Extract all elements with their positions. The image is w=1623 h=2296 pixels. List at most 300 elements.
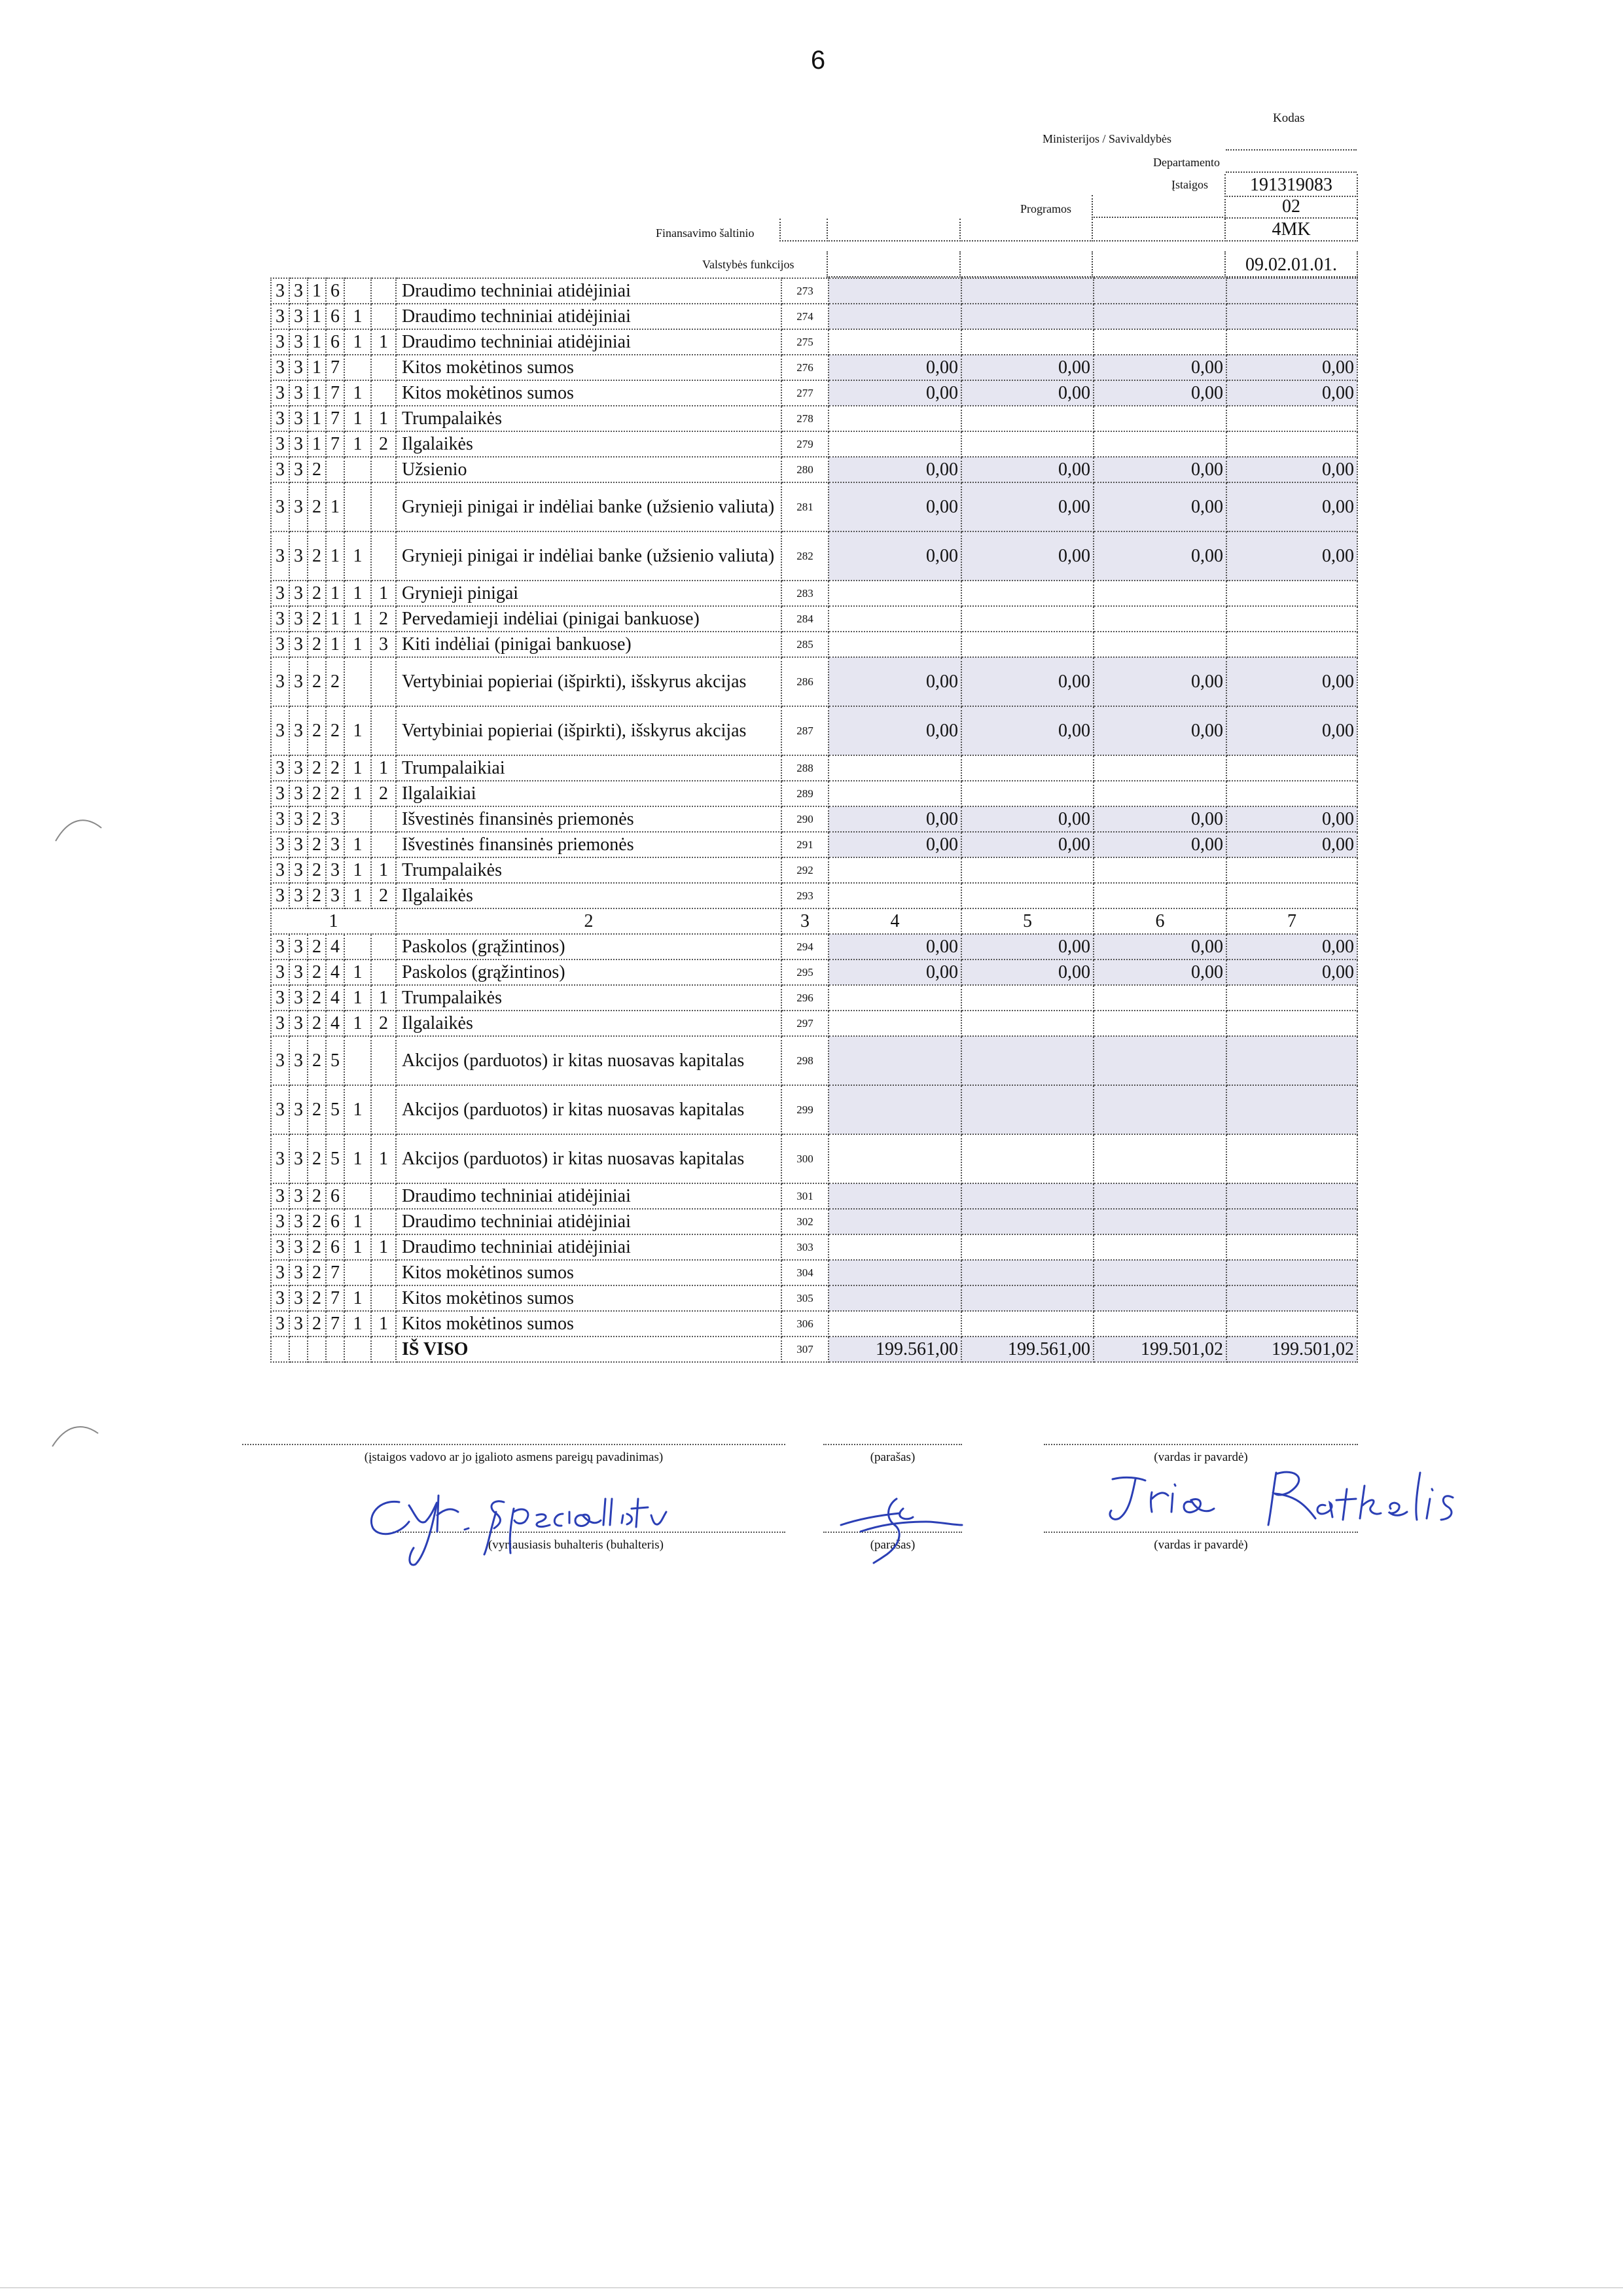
code-digit-6: 1 — [371, 1234, 396, 1260]
value-col-7: 0,00 — [1226, 657, 1357, 706]
value-col-5 — [961, 329, 1094, 355]
table-row — [271, 1085, 1357, 1134]
code-digit-2: 3 — [289, 380, 308, 406]
code-digit-4: 1 — [326, 632, 344, 657]
code-digit-5: 1 — [344, 329, 371, 355]
code-digit-6 — [371, 1260, 396, 1285]
value-col-5: 0,00 — [961, 355, 1094, 380]
code-digit-5: 1 — [344, 531, 371, 581]
code-digit-5: 1 — [344, 431, 371, 457]
code-digit-4: 5 — [326, 1134, 344, 1183]
code-digit-2: 3 — [289, 304, 308, 329]
row-name: Išvestinės finansinės priemonės — [396, 832, 781, 857]
colnum-2: 2 — [396, 908, 781, 934]
value-col-5 — [961, 431, 1094, 457]
code-digit-4: 7 — [326, 380, 344, 406]
code-digit-3: 2 — [308, 781, 326, 806]
code-digit-6: 2 — [371, 883, 396, 908]
value-col-5 — [961, 1260, 1094, 1285]
code-digit-4: 7 — [326, 1311, 344, 1336]
value-col-6 — [1094, 883, 1226, 908]
value-col-5 — [961, 1183, 1094, 1209]
value-col-5: 0,00 — [961, 531, 1094, 581]
code-digit-2: 3 — [289, 1260, 308, 1285]
value-col-5: 0,00 — [961, 806, 1094, 832]
row-number: 279 — [781, 431, 829, 457]
name-caption-2: (vardas ir pavardė) — [1154, 1538, 1248, 1552]
colnum-4: 4 — [829, 908, 961, 934]
row-name: Grynieji pinigai ir indėliai banke (užsienio valiuta) — [396, 531, 781, 581]
value-col-5: 0,00 — [961, 380, 1094, 406]
code-digit-4: 7 — [326, 1260, 344, 1285]
value-col-4 — [829, 985, 961, 1011]
value-col-6 — [1094, 632, 1226, 657]
column-number-row — [271, 908, 1357, 934]
code-digit-2: 3 — [289, 1311, 308, 1336]
row-name: IŠ VISO — [396, 1336, 781, 1362]
value-col-6: 0,00 — [1094, 355, 1226, 380]
code-digit-3: 1 — [308, 355, 326, 380]
table-row — [271, 329, 1357, 355]
value-col-4: 0,00 — [829, 531, 961, 581]
table-row — [271, 1336, 1357, 1362]
table-row — [271, 482, 1357, 531]
row-number: 273 — [781, 278, 829, 304]
value-col-6 — [1094, 985, 1226, 1011]
value-col-7 — [1226, 1036, 1357, 1085]
value-col-5: 199.561,00 — [961, 1336, 1094, 1362]
value-col-7: 0,00 — [1226, 457, 1357, 482]
code-digit-1: 3 — [271, 985, 289, 1011]
value-col-4 — [829, 606, 961, 632]
code-digit-5: 1 — [344, 606, 371, 632]
value-col-6 — [1094, 406, 1226, 431]
value-col-6 — [1094, 431, 1226, 457]
value-col-7: 199.501,02 — [1226, 1336, 1357, 1362]
head-caption: (įstaigos vadovo ar jo įgalioto asmens pareigų pavadinimas) — [364, 1450, 664, 1464]
table-row — [271, 278, 1357, 304]
code-digit-4: 6 — [326, 304, 344, 329]
value-col-4 — [829, 755, 961, 781]
table-row — [271, 985, 1357, 1011]
code-digit-1: 3 — [271, 1134, 289, 1183]
code-digit-1: 3 — [271, 657, 289, 706]
value-col-6 — [1094, 1085, 1226, 1134]
row-name: Trumpalaikės — [396, 857, 781, 883]
value-col-7 — [1226, 278, 1357, 304]
code-digit-6 — [371, 1183, 396, 1209]
istaigos-code: 191319083 — [1224, 174, 1358, 197]
sign-caption: (parašas) — [870, 1450, 916, 1464]
value-col-5: 0,00 — [961, 482, 1094, 531]
code-digit-4: 3 — [326, 806, 344, 832]
code-digit-1: 3 — [271, 1285, 289, 1311]
value-col-5 — [961, 1085, 1094, 1134]
code-digit-1: 3 — [271, 380, 289, 406]
value-col-6 — [1094, 1209, 1226, 1234]
code-digit-3: 1 — [308, 380, 326, 406]
row-number: 306 — [781, 1311, 829, 1336]
code-digit-5 — [344, 657, 371, 706]
code-digit-5 — [344, 355, 371, 380]
value-col-6 — [1094, 1234, 1226, 1260]
value-col-4 — [829, 329, 961, 355]
code-digit-4: 4 — [326, 960, 344, 985]
table-row — [271, 581, 1357, 606]
value-col-4: 0,00 — [829, 457, 961, 482]
code-digit-5: 1 — [344, 632, 371, 657]
code-digit-6 — [371, 304, 396, 329]
code-digit-2: 3 — [289, 1183, 308, 1209]
value-col-4 — [829, 1260, 961, 1285]
code-digit-4: 7 — [326, 355, 344, 380]
value-col-6 — [1094, 755, 1226, 781]
row-number: 275 — [781, 329, 829, 355]
code-digit-3: 2 — [308, 1085, 326, 1134]
table-body-top — [271, 278, 1357, 908]
code-digit-3: 2 — [308, 1311, 326, 1336]
row-name: Kitos mokėtinos sumos — [396, 1260, 781, 1285]
value-col-6 — [1094, 278, 1226, 304]
value-col-4: 0,00 — [829, 657, 961, 706]
code-digit-4: 1 — [326, 581, 344, 606]
value-col-4 — [829, 406, 961, 431]
row-name: Trumpalaikės — [396, 985, 781, 1011]
code-digit-3: 2 — [308, 531, 326, 581]
balance-table — [270, 278, 1358, 1363]
code-digit-5: 1 — [344, 960, 371, 985]
code-digit-5: 1 — [344, 1234, 371, 1260]
code-digit-2: 3 — [289, 1036, 308, 1085]
value-col-7: 0,00 — [1226, 960, 1357, 985]
code-digit-3: 2 — [308, 482, 326, 531]
row-number: 294 — [781, 934, 829, 960]
row-number: 300 — [781, 1134, 829, 1183]
code-digit-3: 2 — [308, 1260, 326, 1285]
code-digit-2: 3 — [289, 985, 308, 1011]
row-number: 289 — [781, 781, 829, 806]
row-number: 296 — [781, 985, 829, 1011]
value-col-7 — [1226, 1134, 1357, 1183]
value-col-7 — [1226, 1260, 1357, 1285]
code-digit-5: 1 — [344, 1134, 371, 1183]
code-digit-4: 2 — [326, 755, 344, 781]
code-digit-5 — [344, 278, 371, 304]
value-col-5: 0,00 — [961, 832, 1094, 857]
code-digit-3: 2 — [308, 1183, 326, 1209]
row-number: 278 — [781, 406, 829, 431]
value-col-5: 0,00 — [961, 706, 1094, 755]
code-digit-3: 2 — [308, 706, 326, 755]
code-digit-3: 2 — [308, 934, 326, 960]
code-digit-1: 3 — [271, 806, 289, 832]
value-col-4 — [829, 1011, 961, 1036]
code-digit-4: 4 — [326, 1011, 344, 1036]
funkcijos-code: 09.02.01.01. — [1224, 251, 1358, 278]
row-name: Ilgalaikės — [396, 883, 781, 908]
row-number: 276 — [781, 355, 829, 380]
code-digit-1: 3 — [271, 832, 289, 857]
value-col-7 — [1226, 606, 1357, 632]
row-number: 299 — [781, 1085, 829, 1134]
value-col-5 — [961, 581, 1094, 606]
handwritten-name — [1099, 1460, 1492, 1538]
value-col-7 — [1226, 985, 1357, 1011]
value-col-7: 0,00 — [1226, 934, 1357, 960]
code-digit-6: 1 — [371, 1134, 396, 1183]
value-col-4: 199.561,00 — [829, 1336, 961, 1362]
signature-scribble — [821, 1486, 972, 1564]
code-digit-4: 6 — [326, 278, 344, 304]
value-col-4 — [829, 1036, 961, 1085]
code-digit-4: 7 — [326, 431, 344, 457]
code-digit-6 — [371, 457, 396, 482]
code-digit-4: 7 — [326, 406, 344, 431]
code-digit-1: 3 — [271, 581, 289, 606]
code-digit-5: 1 — [344, 304, 371, 329]
code-digit-1: 3 — [271, 606, 289, 632]
handwritten-role — [353, 1476, 707, 1568]
value-col-4: 0,00 — [829, 960, 961, 985]
row-name: Akcijos (parduotos) ir kitas nuosavas kapitalas — [396, 1134, 781, 1183]
value-col-7: 0,00 — [1226, 531, 1357, 581]
table-row — [271, 406, 1357, 431]
code-digit-1: 3 — [271, 706, 289, 755]
code-digit-1: 3 — [271, 304, 289, 329]
code-digit-3: 1 — [308, 304, 326, 329]
code-digit-5: 1 — [344, 706, 371, 755]
code-digit-6 — [371, 960, 396, 985]
table-row — [271, 883, 1357, 908]
finansavimo-label: Finansavimo šaltinio — [656, 226, 755, 240]
finansavimo-code: 4MK — [1224, 219, 1358, 242]
value-col-5: 0,00 — [961, 960, 1094, 985]
code-digit-6: 1 — [371, 755, 396, 781]
value-col-6: 0,00 — [1094, 706, 1226, 755]
code-digit-6 — [371, 657, 396, 706]
code-digit-1: 3 — [271, 355, 289, 380]
accountant-caption: (vyriausiasis buhalteris (buhalteris) — [488, 1538, 664, 1552]
code-digit-5: 1 — [344, 1209, 371, 1234]
scan-punch-mark-lower — [49, 1414, 101, 1453]
code-digit-6 — [371, 832, 396, 857]
value-col-5 — [961, 606, 1094, 632]
code-digit-2: 3 — [289, 755, 308, 781]
value-col-7 — [1226, 1011, 1357, 1036]
code-digit-6: 2 — [371, 1011, 396, 1036]
code-digit-6 — [371, 1209, 396, 1234]
code-digit-2: 3 — [289, 632, 308, 657]
code-digit-3: 2 — [308, 857, 326, 883]
code-digit-3: 2 — [308, 832, 326, 857]
value-col-7 — [1226, 1183, 1357, 1209]
table-row — [271, 1285, 1357, 1311]
value-col-6 — [1094, 1134, 1226, 1183]
value-col-5 — [961, 1134, 1094, 1183]
code-digit-1 — [271, 1336, 289, 1362]
value-col-4 — [829, 632, 961, 657]
value-col-4: 0,00 — [829, 934, 961, 960]
code-digit-2: 3 — [289, 934, 308, 960]
code-digit-5 — [344, 1260, 371, 1285]
value-col-6 — [1094, 329, 1226, 355]
value-col-4: 0,00 — [829, 355, 961, 380]
colnum-3: 3 — [781, 908, 829, 934]
code-digit-4 — [326, 457, 344, 482]
row-number: 282 — [781, 531, 829, 581]
table-row — [271, 960, 1357, 985]
value-col-7: 0,00 — [1226, 706, 1357, 755]
code-digit-6 — [371, 706, 396, 755]
row-number: 298 — [781, 1036, 829, 1085]
code-digit-3: 2 — [308, 883, 326, 908]
row-number: 293 — [781, 883, 829, 908]
row-name: Vertybiniai popieriai (išpirkti), išskyrus akcijas — [396, 706, 781, 755]
code-digit-5: 1 — [344, 1085, 371, 1134]
code-digit-4: 3 — [326, 832, 344, 857]
value-col-7 — [1226, 755, 1357, 781]
table-row — [271, 457, 1357, 482]
code-digit-2: 3 — [289, 406, 308, 431]
code-digit-5: 1 — [344, 1285, 371, 1311]
row-name: Kiti indėliai (pinigai bankuose) — [396, 632, 781, 657]
code-digit-3: 2 — [308, 1036, 326, 1085]
code-digit-6 — [371, 278, 396, 304]
colnum-5: 5 — [961, 908, 1094, 934]
table-row — [271, 531, 1357, 581]
code-digit-1: 3 — [271, 781, 289, 806]
value-col-6: 0,00 — [1094, 657, 1226, 706]
value-col-5 — [961, 278, 1094, 304]
code-digit-6 — [371, 934, 396, 960]
value-col-6 — [1094, 857, 1226, 883]
programos-code: 02 — [1224, 196, 1358, 219]
code-digit-4: 3 — [326, 857, 344, 883]
code-digit-1: 3 — [271, 1209, 289, 1234]
value-col-6: 0,00 — [1094, 482, 1226, 531]
value-col-7 — [1226, 581, 1357, 606]
value-col-4 — [829, 1209, 961, 1234]
code-digit-6 — [371, 1336, 396, 1362]
code-digit-5 — [344, 482, 371, 531]
code-digit-4: 4 — [326, 934, 344, 960]
value-col-4 — [829, 883, 961, 908]
code-digit-2: 3 — [289, 482, 308, 531]
funkcijos-label: Valstybės funkcijos — [702, 258, 794, 271]
code-digit-3: 2 — [308, 581, 326, 606]
row-name: Išvestinės finansinės priemonės — [396, 806, 781, 832]
code-digit-2 — [289, 1336, 308, 1362]
code-digit-4: 2 — [326, 706, 344, 755]
row-number: 280 — [781, 457, 829, 482]
value-col-5 — [961, 1209, 1094, 1234]
code-digit-6: 2 — [371, 431, 396, 457]
istaigos-label: Įstaigos — [1171, 178, 1208, 191]
value-col-7: 0,00 — [1226, 806, 1357, 832]
value-col-7 — [1226, 406, 1357, 431]
row-number: 290 — [781, 806, 829, 832]
colnum-1: 1 — [271, 908, 396, 934]
value-col-6: 0,00 — [1094, 806, 1226, 832]
table-row — [271, 755, 1357, 781]
row-number: 307 — [781, 1336, 829, 1362]
row-name: Draudimo techniniai atidėjiniai — [396, 1183, 781, 1209]
value-col-7 — [1226, 1311, 1357, 1336]
code-digit-1: 3 — [271, 278, 289, 304]
value-col-7: 0,00 — [1226, 380, 1357, 406]
code-digit-1: 3 — [271, 857, 289, 883]
code-digit-6: 1 — [371, 1311, 396, 1336]
code-digit-2: 3 — [289, 1085, 308, 1134]
code-digit-1: 3 — [271, 1183, 289, 1209]
code-digit-4: 5 — [326, 1036, 344, 1085]
code-digit-1: 3 — [271, 960, 289, 985]
code-digit-5 — [344, 1036, 371, 1085]
value-col-5 — [961, 1036, 1094, 1085]
code-digit-3: 1 — [308, 278, 326, 304]
code-digit-3: 2 — [308, 657, 326, 706]
code-digit-4: 1 — [326, 606, 344, 632]
code-digit-6 — [371, 1285, 396, 1311]
value-col-7: 0,00 — [1226, 355, 1357, 380]
row-number: 283 — [781, 581, 829, 606]
row-number: 295 — [781, 960, 829, 985]
code-digit-1: 3 — [271, 755, 289, 781]
row-name: Paskolos (grąžintinos) — [396, 934, 781, 960]
code-digit-2: 3 — [289, 278, 308, 304]
value-col-4 — [829, 1183, 961, 1209]
table-row — [271, 1134, 1357, 1183]
value-col-7: 0,00 — [1226, 832, 1357, 857]
code-digit-2: 3 — [289, 1011, 308, 1036]
code-digit-1: 3 — [271, 1036, 289, 1085]
value-col-6: 0,00 — [1094, 832, 1226, 857]
value-col-6 — [1094, 1311, 1226, 1336]
row-name: Kitos mokėtinos sumos — [396, 380, 781, 406]
code-digit-5 — [344, 806, 371, 832]
code-digit-6 — [371, 380, 396, 406]
table-body-bottom — [271, 934, 1357, 1362]
row-number: 286 — [781, 657, 829, 706]
table-row — [271, 1260, 1357, 1285]
code-digit-2: 3 — [289, 781, 308, 806]
code-digit-5: 1 — [344, 380, 371, 406]
code-digit-5: 1 — [344, 755, 371, 781]
code-digit-3: 2 — [308, 755, 326, 781]
value-col-7 — [1226, 1234, 1357, 1260]
value-col-6 — [1094, 1011, 1226, 1036]
code-digit-5 — [344, 457, 371, 482]
table-row — [271, 380, 1357, 406]
code-digit-2: 3 — [289, 457, 308, 482]
table-row — [271, 1036, 1357, 1085]
row-name: Pervedamieji indėliai (pinigai bankuose) — [396, 606, 781, 632]
code-digit-6 — [371, 1085, 396, 1134]
row-name: Kitos mokėtinos sumos — [396, 1285, 781, 1311]
code-digit-2: 3 — [289, 960, 308, 985]
code-digit-4: 1 — [326, 531, 344, 581]
code-digit-3: 2 — [308, 806, 326, 832]
value-col-5 — [961, 755, 1094, 781]
row-name: Draudimo techniniai atidėjiniai — [396, 278, 781, 304]
value-col-7 — [1226, 431, 1357, 457]
row-number: 291 — [781, 832, 829, 857]
value-col-5 — [961, 1311, 1094, 1336]
value-col-7: 0,00 — [1226, 482, 1357, 531]
code-digit-6: 1 — [371, 985, 396, 1011]
code-digit-3: 2 — [308, 457, 326, 482]
departamentas-label: Departamento — [1153, 156, 1220, 169]
